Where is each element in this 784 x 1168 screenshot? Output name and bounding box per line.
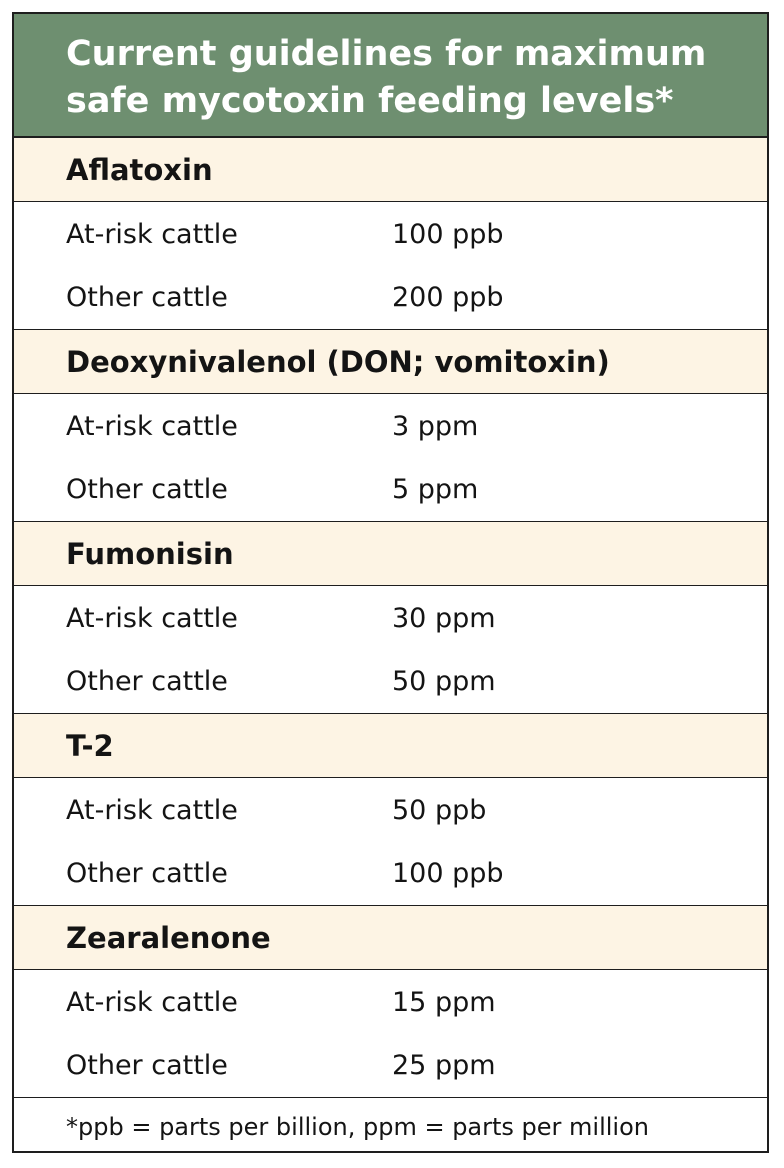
row-label: At-risk cattle xyxy=(66,603,238,634)
row-value: 3 ppm xyxy=(392,411,479,442)
row-label: At-risk cattle xyxy=(66,219,238,250)
section-header-deoxynivalenol: Deoxynivalenol (DON; vomitoxin) xyxy=(14,330,767,394)
table-row xyxy=(14,587,767,650)
section-body-aflatoxin xyxy=(14,202,767,330)
row-label: Other cattle xyxy=(66,282,228,313)
row-label: Other cattle xyxy=(66,858,228,889)
section-header-t2: T-2 xyxy=(14,714,767,778)
section-header-zearalenone: Zearalenone xyxy=(14,906,767,970)
table-row xyxy=(14,458,767,521)
table-row xyxy=(14,779,767,842)
table-row xyxy=(14,203,767,266)
section-header-aflatoxin: Aflatoxin xyxy=(14,138,767,202)
row-value: 15 ppm xyxy=(392,987,496,1018)
row-label: At-risk cattle xyxy=(66,411,238,442)
row-value: 50 ppb xyxy=(392,795,487,826)
title-line-1: Current guidelines for maximum xyxy=(66,34,707,74)
table-row xyxy=(14,1034,767,1097)
row-label: Other cattle xyxy=(66,474,228,505)
section-body-zearalenone xyxy=(14,970,767,1098)
table-row xyxy=(14,266,767,329)
table-row xyxy=(14,650,767,713)
table-row xyxy=(14,842,767,905)
footnote: *ppb = parts per billion, ppm = parts per million xyxy=(66,1112,649,1141)
row-label: Other cattle xyxy=(66,1050,228,1081)
section-body-t2 xyxy=(14,778,767,906)
table-row xyxy=(14,971,767,1034)
row-value: 200 ppb xyxy=(392,282,504,313)
row-value: 100 ppb xyxy=(392,858,504,889)
row-value: 30 ppm xyxy=(392,603,496,634)
title-line-2: safe mycotoxin feeding levels* xyxy=(66,81,674,121)
row-label: At-risk cattle xyxy=(66,795,238,826)
row-value: 25 ppm xyxy=(392,1050,496,1081)
row-value: 50 ppm xyxy=(392,666,496,697)
table-row xyxy=(14,395,767,458)
section-header-fumonisin: Fumonisin xyxy=(14,522,767,586)
table-title xyxy=(14,14,767,138)
mycotoxin-guidelines-table xyxy=(12,12,769,1153)
row-label: At-risk cattle xyxy=(66,987,238,1018)
section-body-deoxynivalenol xyxy=(14,394,767,522)
section-body-fumonisin xyxy=(14,586,767,714)
row-value: 100 ppb xyxy=(392,219,504,250)
row-label: Other cattle xyxy=(66,666,228,697)
row-value: 5 ppm xyxy=(392,474,479,505)
